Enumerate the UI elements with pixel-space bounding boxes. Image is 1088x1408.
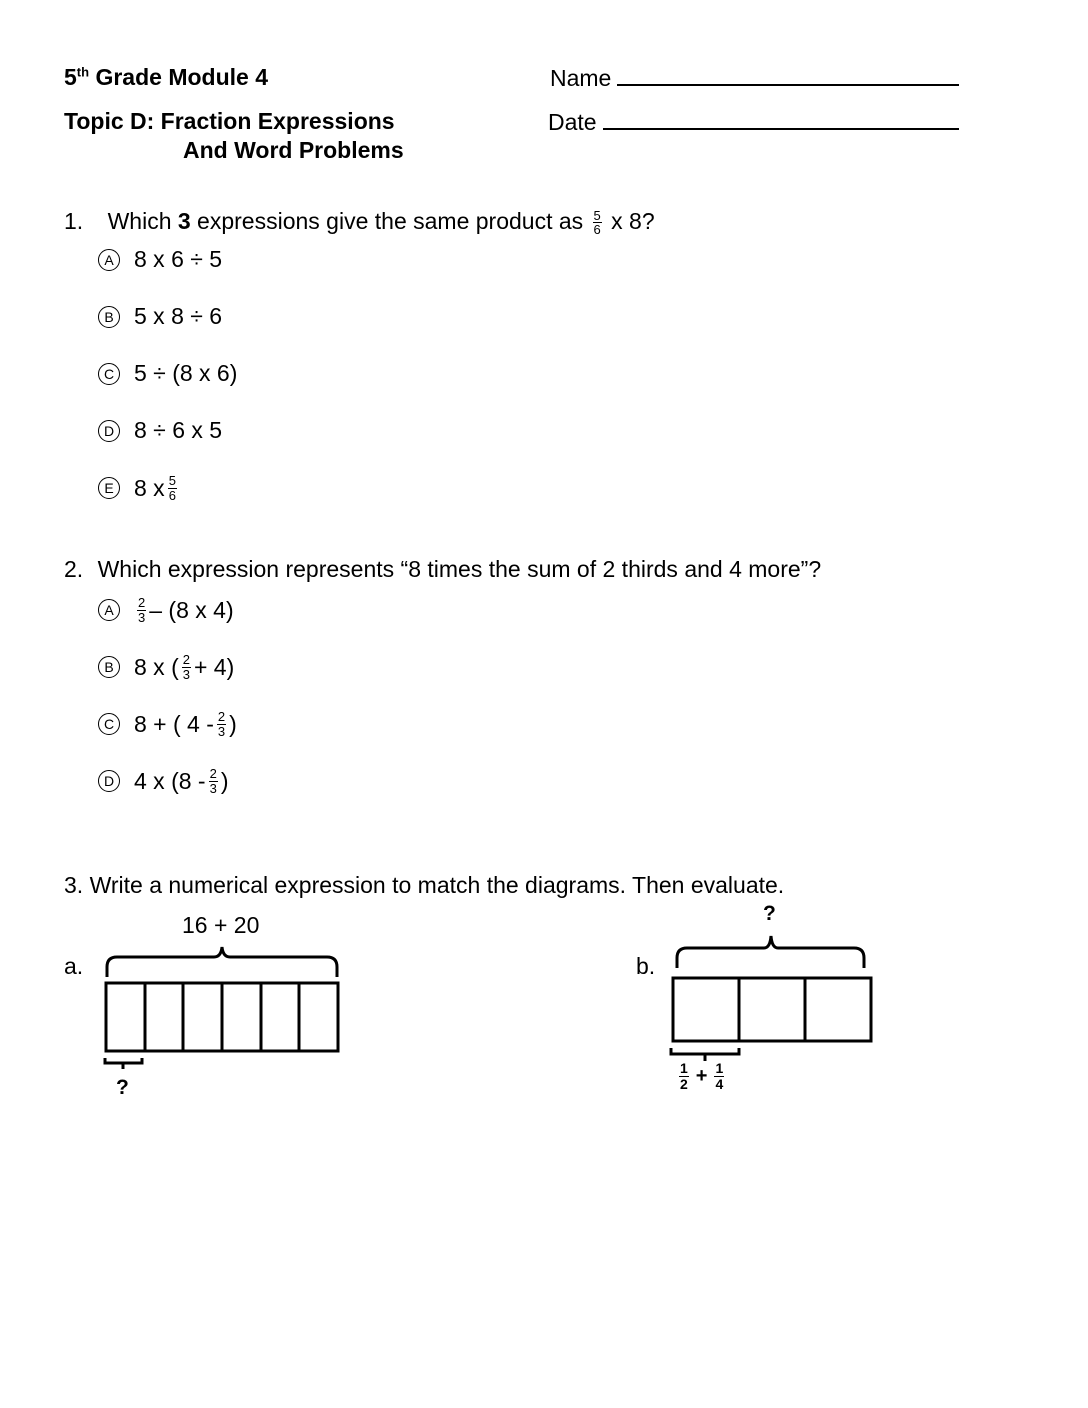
question-1-number: 1. [64, 208, 84, 234]
q1-option-e[interactable] [98, 474, 180, 502]
option-text: 8 ÷ 6 x 5 [134, 417, 223, 443]
question-1-bold: 3 [177, 208, 191, 234]
option-post: ) [220, 767, 229, 794]
q1-option-c[interactable] [98, 360, 237, 387]
option-circle-a[interactable]: A [98, 599, 120, 621]
diagram-b-label: b. [636, 953, 656, 979]
diagram-b-plus: + [695, 1064, 708, 1087]
diagram-a [100, 945, 350, 1075]
diagram-b [668, 922, 878, 1067]
option-pre: 8 + ( 4 - [134, 710, 214, 737]
q2-option-b[interactable] [98, 653, 234, 681]
grade-superscript: th [76, 64, 90, 80]
option-pre: 4 x (8 - [134, 767, 206, 794]
option-fraction: $\frac{2}{3}$ [217, 709, 226, 739]
diagram-b-frac-2: $\frac{1}{4}$ [715, 1060, 724, 1092]
question-1-text-before: Which [107, 208, 178, 234]
option-post: ) [229, 710, 237, 737]
grade-number: 5 [64, 64, 77, 90]
option-fraction: $\frac{2}{3}$ [209, 766, 217, 796]
diagram-a-bottom-brace [105, 1058, 142, 1069]
q2-option-c[interactable] [98, 710, 237, 738]
diagram-b-dividers [739, 978, 805, 1041]
q2-option-a[interactable] [98, 596, 234, 624]
option-circle-c[interactable]: C [98, 713, 120, 735]
module-title [64, 64, 268, 91]
option-circle-d[interactable]: D [98, 770, 120, 792]
date-label: Date [548, 109, 597, 135]
diagram-b-top-brace [677, 936, 864, 968]
diagram-a-dividers [145, 983, 299, 1051]
diagram-b-frac-1: $\frac{1}{2}$ [680, 1060, 688, 1092]
option-text: 8 x [134, 474, 165, 501]
date-field[interactable] [548, 108, 959, 136]
question-1 [64, 208, 655, 237]
grade-rest: Grade Module 4 [89, 64, 269, 90]
diagram-b-top-label: ? [763, 902, 776, 925]
option-circle-e[interactable]: E [98, 477, 120, 499]
name-line[interactable] [617, 64, 959, 86]
name-label: Name [550, 65, 612, 91]
date-line[interactable] [603, 108, 959, 130]
q1-option-d[interactable] [98, 417, 222, 444]
option-circle-b[interactable]: B [98, 656, 120, 678]
topic-line-2: And Word Problems [183, 137, 404, 163]
option-post: – (8 x 4) [149, 596, 234, 623]
diagram-a-bottom-label: ? [116, 1076, 129, 1099]
option-circle-a[interactable]: A [98, 249, 120, 271]
option-fraction: $\frac{2}{3}$ [138, 595, 146, 625]
option-text: 5 ÷ (8 x 6) [134, 360, 238, 386]
option-fraction: $\frac{5}{6}$ [168, 473, 176, 503]
diagram-a-top-label: 16 + 20 [182, 912, 260, 938]
option-circle-d[interactable]: D [98, 420, 120, 442]
diagram-b-bottom-label [676, 1061, 727, 1091]
diagram-a-label: a. [64, 953, 84, 979]
option-post: + 4) [193, 653, 235, 680]
q1-option-a[interactable] [98, 246, 222, 273]
q2-option-d[interactable] [98, 767, 228, 795]
diagram-b-bar [673, 978, 871, 1041]
topic-line-1: Topic D: Fraction Expressions [64, 108, 395, 134]
option-circle-c[interactable]: C [98, 363, 120, 385]
question-1-fraction: $\frac{5}{6}$ [593, 207, 601, 238]
diagram-a-top-brace [107, 947, 337, 977]
question-1-text-after: expressions give the same product as [190, 208, 584, 234]
option-circle-b[interactable]: B [98, 306, 120, 328]
option-text: 5 x 8 ÷ 6 [134, 303, 223, 329]
question-2-text: Which expression represents “8 times the sum of 2 thirds and 4 more”? [97, 556, 822, 582]
name-field[interactable] [550, 64, 959, 92]
question-2-number: 2. [64, 556, 84, 582]
q1-option-b[interactable] [98, 303, 222, 330]
option-fraction: $\frac{2}{3}$ [182, 652, 190, 682]
option-text: 8 x 6 ÷ 5 [134, 246, 223, 272]
question-3-text: 3. Write a numerical expression to match the diagrams. Then evaluate. [64, 872, 785, 898]
question-1-text-end: x 8? [611, 208, 655, 234]
option-pre: 8 x ( [134, 653, 179, 680]
question-2 [64, 556, 821, 583]
